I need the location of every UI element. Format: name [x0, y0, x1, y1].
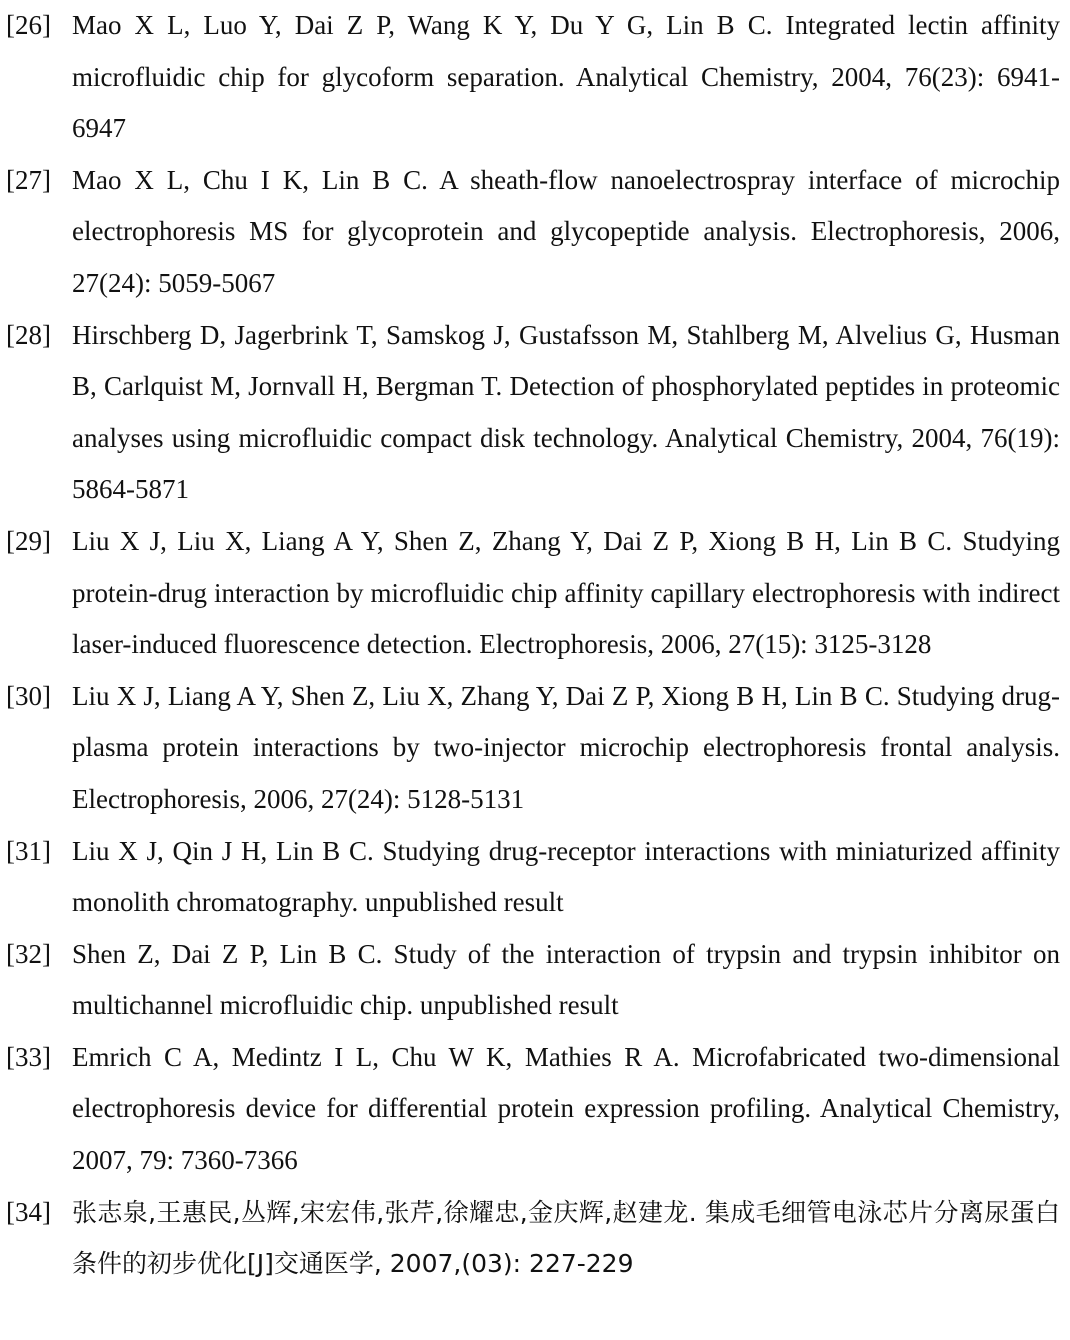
- reference-number: [26]: [6, 10, 51, 40]
- reference-number: [34]: [6, 1196, 51, 1227]
- reference-26: [0, 0, 1070, 155]
- reference-text: Hirschberg D, Jagerbrink T, Samskog J, Gustafsson M, Stahlberg M, Alvelius G, Husman B, Carlquist M, Jornvall H, Bergman T. Detection of phosphorylated peptides in proteomic analyses using microfluidic compact disk technology. Analytical Chemistry, 2004, 76(19): 5864-5871: [72, 319, 1060, 505]
- reference-number: [30]: [6, 680, 51, 711]
- reference-28: [0, 310, 1070, 516]
- reference-27: [0, 155, 1070, 310]
- reference-text: Emrich C A, Medintz I L, Chu W K, Mathies R A. Microfabricated two-dimensional electrophoresis device for differential protein expression profiling. Analytical Chemistry, 2007, 79: 7360-7366: [72, 1041, 1060, 1176]
- reference-31: [0, 826, 1070, 929]
- reference-34: [0, 1187, 1070, 1290]
- reference-text: Shen Z, Dai Z P, Lin B C. Study of the interaction of trypsin and trypsin inhibitor on multichannel microfluidic chip. unpublished result: [72, 938, 1060, 1021]
- reference-number: [27]: [6, 164, 51, 195]
- reference-text: Liu X J, Liang A Y, Shen Z, Liu X, Zhang Y, Dai Z P, Xiong B H, Lin B C. Studying drug-plasma protein interactions by two-injector microchip electrophoresis frontal analysis. Electrophoresis, 2006, 27(24): 5128-5131: [72, 680, 1060, 814]
- reference-number: [29]: [6, 525, 51, 556]
- reference-text: Mao X L, Chu I K, Lin B C. A sheath-flow nanoelectrospray interface of microchip electrophoresis MS for glycoprotein and glycopeptide analysis. Electrophoresis, 2006, 27(24): 5059-5067: [72, 164, 1060, 298]
- reference-33: [0, 1032, 1070, 1187]
- reference-number: [28]: [6, 319, 51, 350]
- reference-number: [31]: [6, 835, 51, 866]
- reference-text: 张志泉,王惠民,丛辉,宋宏伟,张芹,徐耀忠,金庆辉,赵建龙. 集成毛细管电泳芯片分离尿蛋白条件的初步优化[J]交通医学, 2007,(03): 227-229: [72, 1197, 1060, 1279]
- reference-30: [0, 671, 1070, 826]
- reference-29: [0, 516, 1070, 671]
- reference-text: Liu X J, Liu X, Liang A Y, Shen Z, Zhang Y, Dai Z P, Xiong B H, Lin B C. Studying protein-drug interaction by microfluidic chip affinity capillary electrophoresis with indirect laser-induced fluorescence detection. Electrophoresis, 2006, 27(15): 3125-3128: [72, 525, 1060, 660]
- reference-text: Mao X L, Luo Y, Dai Z P, Wang K Y, Du Y G, Lin B C. Integrated lectin affinity microfluidic chip for glycoform separation. Analytical Chemistry, 2004, 76(23): 6941-6947: [72, 10, 1060, 144]
- reference-text: Liu X J, Qin J H, Lin B C. Studying drug-receptor interactions with miniaturized affinity monolith chromatography. unpublished result: [72, 835, 1060, 918]
- reference-number: [32]: [6, 938, 51, 969]
- reference-number: [33]: [6, 1041, 51, 1072]
- reference-32: [0, 929, 1070, 1032]
